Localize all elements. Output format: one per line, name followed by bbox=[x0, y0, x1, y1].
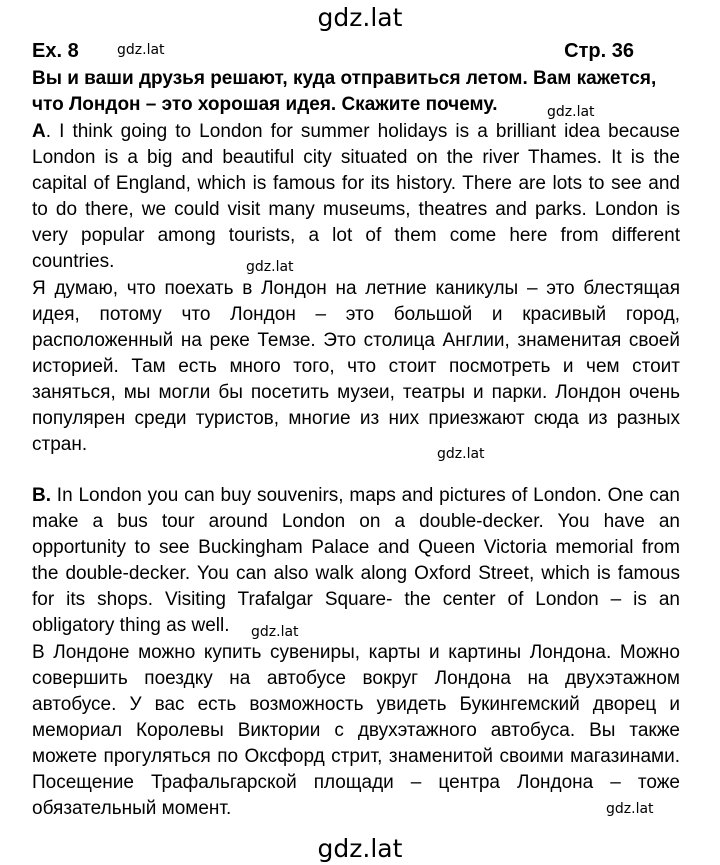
section-a-label: A bbox=[32, 121, 46, 142]
section-a-russian: Я думаю, что поехать в Лондон на летние каникулы – это блестящая идея, потому что Лондон – это большой и красивый город, расположенный на реке Темзе. Это столица Англии, знаменитая своей историей. Там есть много того, что стоит посмотреть и чем стоит заняться, мы могли бы посетить музеи, театры и парки. Лондон очень популярен среди туристов, многие из них приезжают сюда из разных стран. bbox=[32, 278, 680, 455]
task-text: Вы и ваши друзья решают, куда отправиться летом. Вам кажется, что Лондон – это хорошая идея. Скажите почему. bbox=[32, 68, 657, 115]
section-b-english-text: In London you can buy souvenirs, maps and pictures of London. One can make a bus tour around London on a double-decker. You have an opportunity to see Buckingham Palace and Queen Victoria memorial from the double-decker. You can also walk along Oxford Street, which is famous for its shops. Visiting Trafalgar Square- the center of London – is an obligatory thing as well. bbox=[32, 485, 680, 636]
watermark-small: gdz.lat bbox=[117, 42, 165, 58]
watermark-bottom: gdz.lat bbox=[317, 834, 403, 863]
section-a-english-text: . I think going to London for summer holidays is a brilliant idea because London is a big and beautiful city situated on the river Thames. It is the capital of England, which is famous for its history. There are lots to see and to do there, we could visit many museums, theatres and parks. London is very popular among tourists, a lot of them come here from different countries. bbox=[32, 121, 680, 272]
section-b-english bbox=[32, 483, 680, 639]
section-a-english bbox=[32, 119, 680, 275]
watermark-small: gdz.lat bbox=[251, 624, 299, 640]
watermark-small: gdz.lat bbox=[547, 104, 595, 120]
section-b-label: B. bbox=[32, 485, 51, 506]
watermark-top: gdz.lat bbox=[317, 3, 403, 32]
page-number: Стр. 36 bbox=[564, 40, 634, 62]
section-b-russian: В Лондоне можно купить сувениры, карты и картины Лондона. Можно совершить поездку на автобусе вокруг Лондона на двухэтажном автобусе. У вас есть возможность увидеть Букингемский дворец и мемориал Королевы Виктории с двухэтажного автобуса. Вы также можете прогуляться по Оксфорд стрит, знаменитой своими магазинами. Посещение Трафальгарской площади – центра Лондона – тоже обязательный момент. bbox=[32, 642, 680, 819]
exercise-number: Ex. 8 bbox=[32, 40, 79, 62]
watermark-small: gdz.lat bbox=[437, 446, 485, 462]
watermark-small: gdz.lat bbox=[606, 801, 654, 817]
watermark-small: gdz.lat bbox=[246, 259, 294, 275]
